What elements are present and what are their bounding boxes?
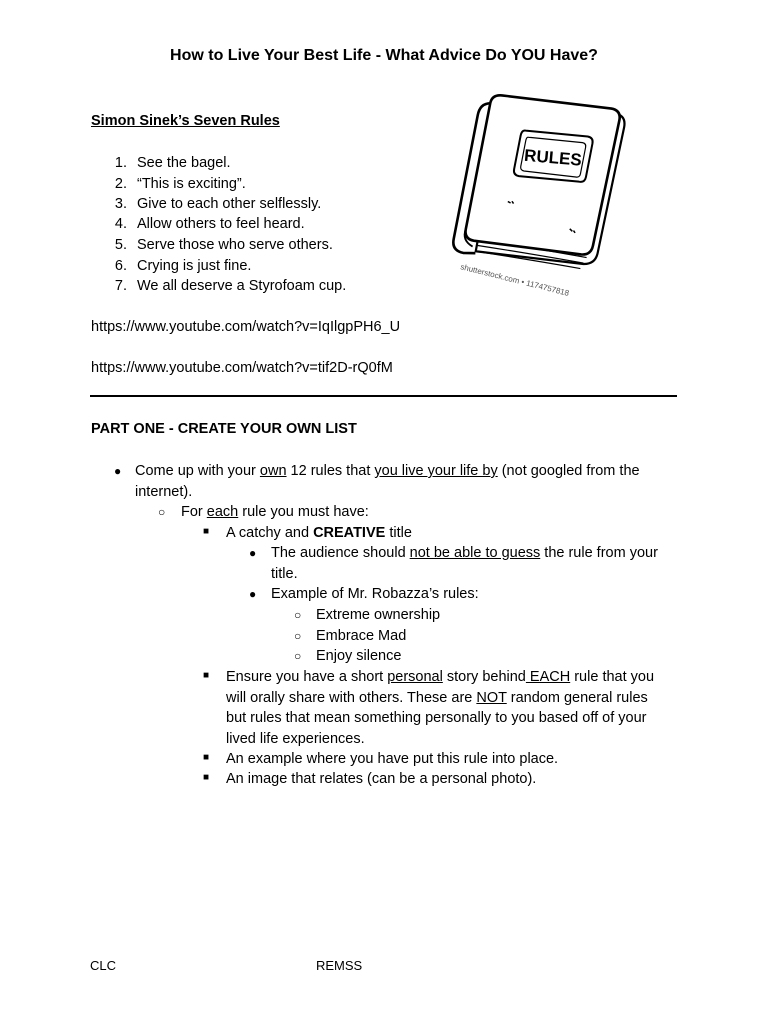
list-item: 3. Give to each other selflessly. bbox=[114, 196, 322, 212]
list-item: An image that relates (can be a personal photo). bbox=[226, 771, 537, 787]
bullet-square-icon: ■ bbox=[203, 670, 210, 681]
bullet-circle-icon: ○ bbox=[294, 629, 302, 643]
bullet-square-icon: ■ bbox=[203, 752, 210, 763]
bullet-disc-icon: ● bbox=[249, 546, 257, 560]
list-item-cont: but rules that mean something personally to you based off of your bbox=[226, 710, 647, 726]
youtube-link-1[interactable]: https://www.youtube.com/watch?v=IqIlgpPH6_U bbox=[91, 319, 401, 335]
footer-center: REMSS bbox=[316, 958, 363, 973]
list-item: 5. Serve those who serve others. bbox=[114, 237, 333, 253]
youtube-link-2[interactable]: https://www.youtube.com/watch?v=tif2D-rQ0fM bbox=[91, 360, 393, 376]
list-item: Embrace Mad bbox=[316, 628, 407, 644]
footer-left: CLC bbox=[90, 958, 117, 973]
bullet-circle-icon: ○ bbox=[294, 649, 302, 663]
page-title: How to Live Your Best Life - What Advice Do YOU Have? bbox=[170, 47, 598, 64]
rules-book-icon bbox=[448, 84, 653, 314]
divider bbox=[90, 395, 677, 397]
list-item-cont: lived life experiences. bbox=[226, 731, 365, 747]
list-item-cont: title. bbox=[271, 566, 298, 582]
list-item: A catchy and CREATIVE title bbox=[226, 525, 412, 541]
bullet-disc-icon: ● bbox=[249, 587, 257, 601]
watermark: shutterstock.com • 1174757818 bbox=[459, 262, 570, 298]
list-item: Enjoy silence bbox=[316, 648, 402, 664]
rules-heading: Simon Sinek’s Seven Rules bbox=[91, 113, 280, 129]
list-item: The audience should not be able to guess the rule from your bbox=[271, 545, 658, 561]
list-item: Example of Mr. Robazza’s rules: bbox=[271, 586, 479, 602]
bullet-circle-icon: ○ bbox=[158, 505, 166, 519]
list-item-cont: will orally share with others. These are NOT random general rules bbox=[226, 690, 648, 706]
list-item: Ensure you have a short personal story behind EACH rule that you bbox=[226, 669, 655, 685]
list-item: Come up with your own 12 rules that you live your life by (not googled from the bbox=[135, 463, 640, 479]
list-item: 7. We all deserve a Styrofoam cup. bbox=[114, 278, 347, 294]
list-item-cont: internet). bbox=[135, 484, 193, 500]
list-item: 2. “This is exciting”. bbox=[114, 176, 246, 192]
list-item: 4. Allow others to feel heard. bbox=[114, 216, 305, 232]
rules-book-image bbox=[448, 84, 653, 314]
bullet-circle-icon: ○ bbox=[294, 608, 302, 622]
list-item: 1. See the bagel. bbox=[114, 155, 231, 171]
list-item: For each rule you must have: bbox=[181, 504, 369, 520]
bullet-disc-icon: ● bbox=[114, 464, 122, 478]
svg-text:RULES: RULES bbox=[523, 145, 583, 170]
list-item: Extreme ownership bbox=[316, 607, 441, 623]
bullet-square-icon: ■ bbox=[203, 772, 210, 783]
part-one-heading: PART ONE - CREATE YOUR OWN LIST bbox=[91, 421, 357, 437]
list-item: An example where you have put this rule into place. bbox=[226, 751, 559, 767]
list-item: 6. Crying is just fine. bbox=[114, 258, 252, 274]
bullet-square-icon: ■ bbox=[203, 526, 210, 537]
